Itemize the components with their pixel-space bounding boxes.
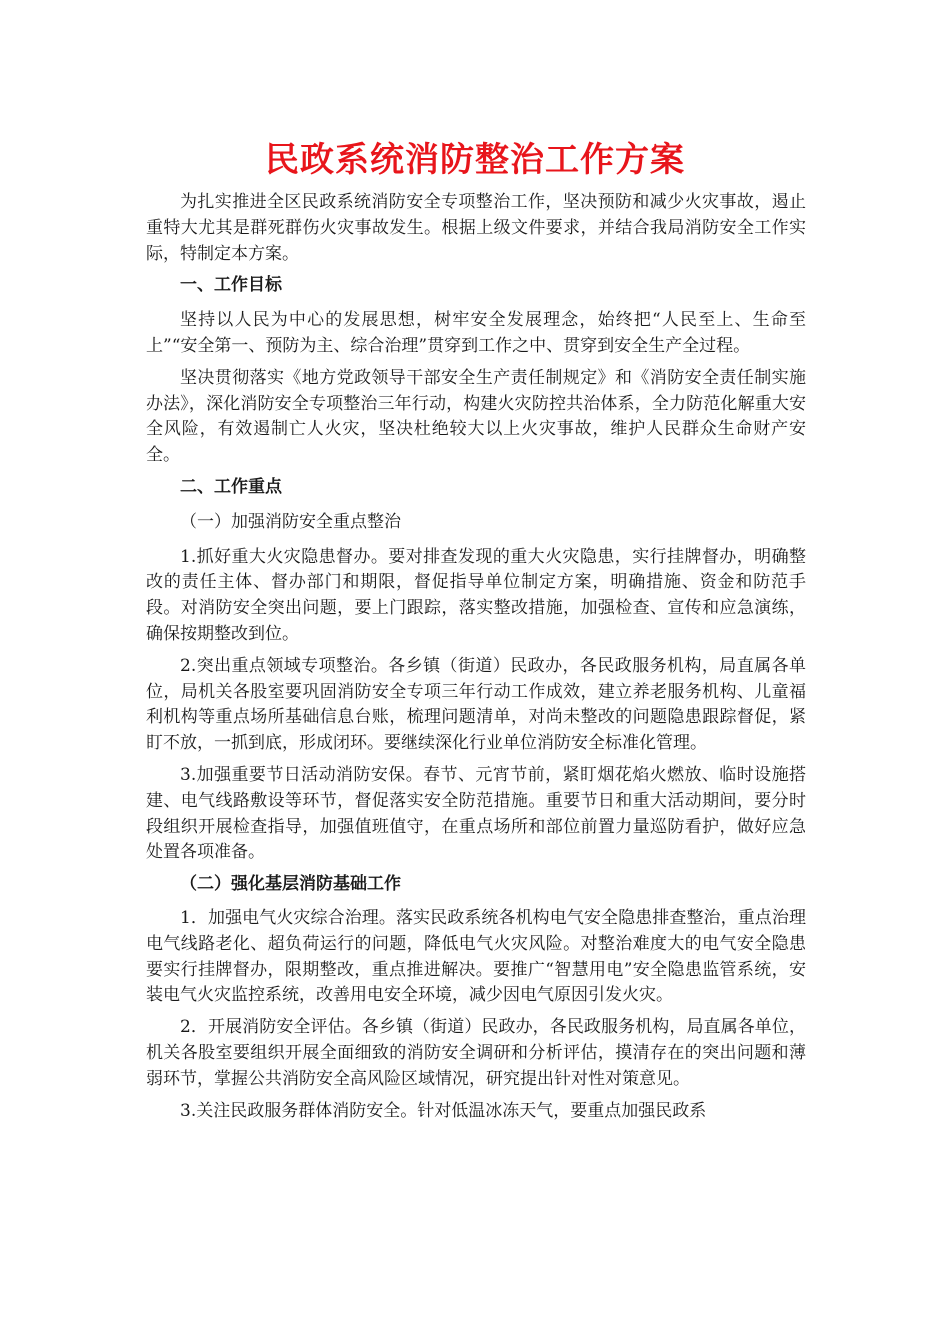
- document-title: 民政系统消防整治工作方案: [265, 140, 685, 180]
- goals-paragraph-2: 坚决贯彻落实《地方党政领导干部安全生产责任制规定》和《消防安全责任制实施办法》，深化消防安全专项整治三年行动，构建火灾防控共治体系，全力防范化解重大安全风险，有效遏制亡人火灾，坚决杜绝较大以上火灾事故，维护人民群众生命财产安全。: [146, 367, 806, 466]
- rectification-item-1: 1.抓好重大火灾隐患督办。要对排查发现的重大火灾隐患，实行挂牌督办，明确整改的责任主体、督办部门和期限，督促指导单位制定方案，明确措施、资金和防范手段。对消防安全突出问题，要上门跟踪，落实整改措施，加强检查、宣传和应急演练，确保按期整改到位。: [146, 546, 806, 644]
- document-body: [146, 190, 806, 1130]
- grassroots-item-1: 1．加强电气火灾综合治理。落实民政系统各机构电气安全隐患排查整治，重点治理电气线路老化、超负荷运行的问题，降低电气火灾风险。对整治难度大的电气安全隐患要实行挂牌督办，限期整改，重点推进解决。要推广“智慧用电”安全隐患监管系统，安装电气火灾监控系统，改善用电安全环境，减少因电气原因引发火灾。: [146, 907, 806, 1006]
- goals-paragraph-1: 坚持以人民为中心的发展思想，树牢安全发展理念，始终把“人民至上、生命至上”“安全第一、预防为主、综合治理”贯穿到工作之中、贯穿到安全生产全过程。: [146, 310, 806, 356]
- subsection-heading-grassroots: （二）强化基层消防基础工作: [180, 874, 401, 895]
- grassroots-item-3: 3.关注民政服务群体消防安全。针对低温冰冻天气，要重点加强民政系: [180, 1100, 707, 1121]
- rectification-item-2: 2.突出重点领域专项整治。各乡镇（街道）民政办，各民政服务机构，局直属各单位，局机关各股室要巩固消防安全专项三年行动工作成效，建立养老服务机构、儿童福利机构等重点场所基础信息台账，梳理问题清单，对尚未整改的问题隐患跟踪督促，紧盯不放，一抓到底，形成闭环。要继续深化行业单位消防安全标准化管理。: [146, 655, 806, 754]
- rectification-item-3: 3.加强重要节日活动消防安保。春节、元宵节前，紧盯烟花焰火燃放、临时设施搭建、电气线路敷设等环节，督促落实安全防范措施。重要节日和重大活动期间，要分时段组织开展检查指导，加强值班值守，在重点场所和部位前置力量巡防看护，做好应急处置各项准备。: [146, 764, 806, 863]
- grassroots-item-2: 2．开展消防安全评估。各乡镇（街道）民政办，各民政服务机构，局直属各单位，机关各股室要组织开展全面细致的消防安全调研和分析评估，摸清存在的突出问题和薄弱环节，掌握公共消防安全高风险区域情况，研究提出针对性对策意见。: [146, 1017, 806, 1089]
- section-heading-goals: 一、工作目标: [180, 275, 282, 296]
- intro-paragraph: 为扎实推进全区民政系统消防安全专项整治工作，坚决预防和减少火灾事故，遏止重特大尤其是群死群伤火灾事故发生。根据上级文件要求，并结合我局消防安全工作实际，特制定本方案。: [146, 192, 806, 264]
- section-heading-focus: 二、工作重点: [180, 476, 282, 497]
- subsection-heading-rectification: （一）加强消防安全重点整治: [180, 511, 401, 532]
